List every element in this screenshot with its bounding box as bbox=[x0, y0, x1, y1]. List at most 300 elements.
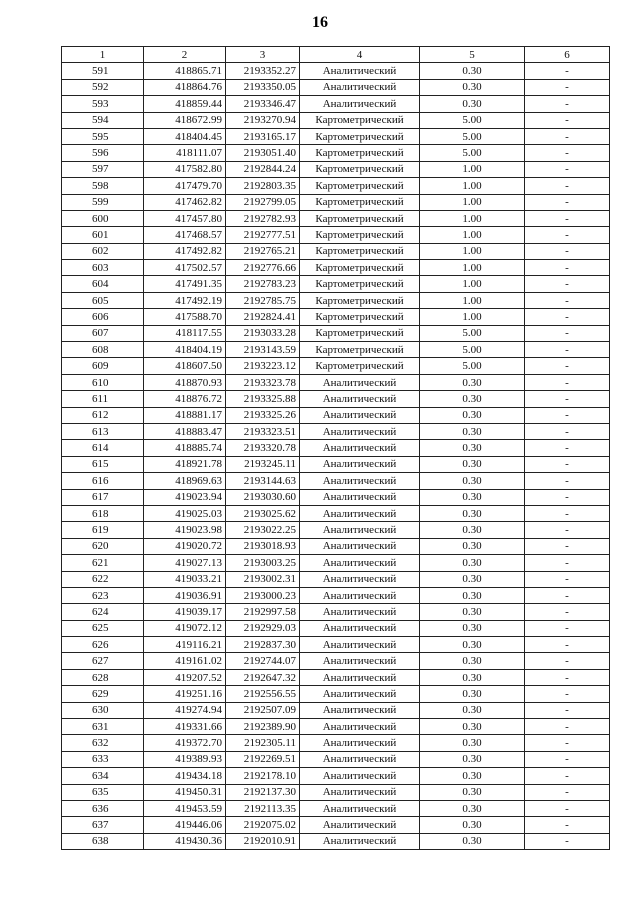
cell-point-number: 634 bbox=[62, 768, 144, 784]
cell-description: - bbox=[525, 620, 610, 636]
cell-point-number: 605 bbox=[62, 292, 144, 308]
table-row bbox=[62, 817, 610, 833]
table-row bbox=[62, 391, 610, 407]
cell-x-coordinate: 419450.31 bbox=[144, 784, 226, 800]
cell-method: Аналитический bbox=[300, 800, 420, 816]
cell-x-coordinate: 419116.21 bbox=[144, 637, 226, 653]
cell-method: Аналитический bbox=[300, 620, 420, 636]
table-body bbox=[62, 63, 610, 850]
cell-accuracy: 0.30 bbox=[420, 637, 525, 653]
table-row bbox=[62, 79, 610, 95]
cell-method: Картометрический bbox=[300, 325, 420, 341]
cell-x-coordinate: 419023.94 bbox=[144, 489, 226, 505]
cell-y-coordinate: 2193350.05 bbox=[226, 79, 300, 95]
cell-y-coordinate: 2193325.88 bbox=[226, 391, 300, 407]
cell-method: Аналитический bbox=[300, 79, 420, 95]
cell-accuracy: 1.00 bbox=[420, 276, 525, 292]
cell-point-number: 610 bbox=[62, 374, 144, 390]
cell-y-coordinate: 2193352.27 bbox=[226, 63, 300, 79]
cell-point-number: 612 bbox=[62, 407, 144, 423]
cell-method: Аналитический bbox=[300, 555, 420, 571]
cell-accuracy: 0.30 bbox=[420, 505, 525, 521]
cell-x-coordinate: 417492.82 bbox=[144, 243, 226, 259]
cell-description: - bbox=[525, 227, 610, 243]
cell-method: Картометрический bbox=[300, 309, 420, 325]
cell-accuracy: 0.30 bbox=[420, 96, 525, 112]
cell-description: - bbox=[525, 489, 610, 505]
cell-y-coordinate: 2193033.28 bbox=[226, 325, 300, 341]
cell-point-number: 615 bbox=[62, 456, 144, 472]
cell-accuracy: 0.30 bbox=[420, 702, 525, 718]
table-row bbox=[62, 260, 610, 276]
cell-description: - bbox=[525, 112, 610, 128]
cell-method: Картометрический bbox=[300, 128, 420, 144]
cell-method: Аналитический bbox=[300, 653, 420, 669]
cell-point-number: 636 bbox=[62, 800, 144, 816]
cell-accuracy: 0.30 bbox=[420, 587, 525, 603]
cell-method: Картометрический bbox=[300, 243, 420, 259]
cell-accuracy: 0.30 bbox=[420, 489, 525, 505]
header-col-6: 6 bbox=[525, 47, 610, 63]
cell-description: - bbox=[525, 358, 610, 374]
cell-accuracy: 5.00 bbox=[420, 145, 525, 161]
cell-accuracy: 1.00 bbox=[420, 309, 525, 325]
cell-x-coordinate: 419430.36 bbox=[144, 833, 226, 849]
cell-y-coordinate: 2192837.30 bbox=[226, 637, 300, 653]
cell-y-coordinate: 2192782.93 bbox=[226, 210, 300, 226]
cell-y-coordinate: 2192389.90 bbox=[226, 719, 300, 735]
cell-description: - bbox=[525, 505, 610, 521]
cell-y-coordinate: 2192305.11 bbox=[226, 735, 300, 751]
cell-x-coordinate: 419434.18 bbox=[144, 768, 226, 784]
cell-x-coordinate: 419331.66 bbox=[144, 719, 226, 735]
cell-method: Аналитический bbox=[300, 686, 420, 702]
cell-x-coordinate: 419072.12 bbox=[144, 620, 226, 636]
cell-accuracy: 1.00 bbox=[420, 210, 525, 226]
cell-description: - bbox=[525, 587, 610, 603]
cell-method: Аналитический bbox=[300, 391, 420, 407]
cell-x-coordinate: 419020.72 bbox=[144, 538, 226, 554]
cell-method: Аналитический bbox=[300, 423, 420, 439]
cell-point-number: 595 bbox=[62, 128, 144, 144]
cell-point-number: 630 bbox=[62, 702, 144, 718]
cell-accuracy: 1.00 bbox=[420, 292, 525, 308]
cell-y-coordinate: 2193000.23 bbox=[226, 587, 300, 603]
cell-y-coordinate: 2192765.21 bbox=[226, 243, 300, 259]
cell-x-coordinate: 418881.17 bbox=[144, 407, 226, 423]
cell-method: Аналитический bbox=[300, 63, 420, 79]
cell-x-coordinate: 419207.52 bbox=[144, 669, 226, 685]
cell-method: Картометрический bbox=[300, 260, 420, 276]
cell-point-number: 617 bbox=[62, 489, 144, 505]
table-row bbox=[62, 489, 610, 505]
cell-method: Картометрический bbox=[300, 292, 420, 308]
cell-description: - bbox=[525, 440, 610, 456]
cell-description: - bbox=[525, 161, 610, 177]
cell-accuracy: 0.30 bbox=[420, 538, 525, 554]
cell-x-coordinate: 417582.80 bbox=[144, 161, 226, 177]
cell-x-coordinate: 417502.57 bbox=[144, 260, 226, 276]
cell-y-coordinate: 2193165.17 bbox=[226, 128, 300, 144]
table-row bbox=[62, 342, 610, 358]
cell-method: Аналитический bbox=[300, 96, 420, 112]
table-row bbox=[62, 719, 610, 735]
cell-point-number: 594 bbox=[62, 112, 144, 128]
cell-point-number: 614 bbox=[62, 440, 144, 456]
cell-method: Картометрический bbox=[300, 161, 420, 177]
cell-method: Картометрический bbox=[300, 112, 420, 128]
header-col-2: 2 bbox=[144, 47, 226, 63]
table-row bbox=[62, 96, 610, 112]
cell-accuracy: 0.30 bbox=[420, 571, 525, 587]
table-row bbox=[62, 604, 610, 620]
cell-accuracy: 0.30 bbox=[420, 63, 525, 79]
cell-description: - bbox=[525, 784, 610, 800]
cell-x-coordinate: 418883.47 bbox=[144, 423, 226, 439]
cell-method: Аналитический bbox=[300, 587, 420, 603]
cell-x-coordinate: 418864.76 bbox=[144, 79, 226, 95]
cell-description: - bbox=[525, 407, 610, 423]
cell-point-number: 623 bbox=[62, 587, 144, 603]
cell-accuracy: 0.30 bbox=[420, 522, 525, 538]
cell-accuracy: 0.30 bbox=[420, 669, 525, 685]
cell-point-number: 625 bbox=[62, 620, 144, 636]
cell-point-number: 632 bbox=[62, 735, 144, 751]
cell-accuracy: 5.00 bbox=[420, 325, 525, 341]
cell-y-coordinate: 2192137.30 bbox=[226, 784, 300, 800]
cell-point-number: 609 bbox=[62, 358, 144, 374]
cell-accuracy: 0.30 bbox=[420, 686, 525, 702]
cell-x-coordinate: 418870.93 bbox=[144, 374, 226, 390]
cell-accuracy: 1.00 bbox=[420, 227, 525, 243]
cell-x-coordinate: 418404.45 bbox=[144, 128, 226, 144]
cell-x-coordinate: 419027.13 bbox=[144, 555, 226, 571]
cell-accuracy: 0.30 bbox=[420, 817, 525, 833]
cell-description: - bbox=[525, 751, 610, 767]
table-row bbox=[62, 653, 610, 669]
header-col-3: 3 bbox=[226, 47, 300, 63]
cell-point-number: 619 bbox=[62, 522, 144, 538]
cell-point-number: 604 bbox=[62, 276, 144, 292]
cell-description: - bbox=[525, 817, 610, 833]
cell-method: Аналитический bbox=[300, 637, 420, 653]
cell-y-coordinate: 2192803.35 bbox=[226, 178, 300, 194]
cell-accuracy: 5.00 bbox=[420, 128, 525, 144]
cell-point-number: 593 bbox=[62, 96, 144, 112]
cell-x-coordinate: 418672.99 bbox=[144, 112, 226, 128]
cell-description: - bbox=[525, 210, 610, 226]
cell-method: Аналитический bbox=[300, 604, 420, 620]
cell-x-coordinate: 418969.63 bbox=[144, 473, 226, 489]
table-row bbox=[62, 440, 610, 456]
cell-y-coordinate: 2192744.07 bbox=[226, 653, 300, 669]
cell-y-coordinate: 2192785.75 bbox=[226, 292, 300, 308]
header-col-5: 5 bbox=[420, 47, 525, 63]
cell-method: Аналитический bbox=[300, 702, 420, 718]
cell-method: Аналитический bbox=[300, 374, 420, 390]
cell-y-coordinate: 2193223.12 bbox=[226, 358, 300, 374]
cell-y-coordinate: 2192647.32 bbox=[226, 669, 300, 685]
cell-point-number: 607 bbox=[62, 325, 144, 341]
cell-method: Картометрический bbox=[300, 227, 420, 243]
cell-x-coordinate: 419453.59 bbox=[144, 800, 226, 816]
table-row bbox=[62, 128, 610, 144]
cell-x-coordinate: 419389.93 bbox=[144, 751, 226, 767]
table-row bbox=[62, 686, 610, 702]
cell-accuracy: 0.30 bbox=[420, 423, 525, 439]
table-row bbox=[62, 325, 610, 341]
cell-accuracy: 1.00 bbox=[420, 194, 525, 210]
cell-point-number: 591 bbox=[62, 63, 144, 79]
cell-point-number: 635 bbox=[62, 784, 144, 800]
cell-y-coordinate: 2192556.55 bbox=[226, 686, 300, 702]
cell-accuracy: 0.30 bbox=[420, 653, 525, 669]
table-header bbox=[62, 47, 610, 63]
cell-accuracy: 0.30 bbox=[420, 719, 525, 735]
cell-point-number: 596 bbox=[62, 145, 144, 161]
table-row bbox=[62, 309, 610, 325]
cell-point-number: 603 bbox=[62, 260, 144, 276]
table-row bbox=[62, 243, 610, 259]
cell-method: Картометрический bbox=[300, 276, 420, 292]
cell-point-number: 611 bbox=[62, 391, 144, 407]
cell-accuracy: 5.00 bbox=[420, 342, 525, 358]
cell-y-coordinate: 2193323.78 bbox=[226, 374, 300, 390]
cell-x-coordinate: 418607.50 bbox=[144, 358, 226, 374]
cell-point-number: 638 bbox=[62, 833, 144, 849]
cell-point-number: 601 bbox=[62, 227, 144, 243]
cell-accuracy: 0.30 bbox=[420, 555, 525, 571]
table-row bbox=[62, 374, 610, 390]
cell-y-coordinate: 2192113.35 bbox=[226, 800, 300, 816]
table-row bbox=[62, 538, 610, 554]
cell-description: - bbox=[525, 669, 610, 685]
cell-description: - bbox=[525, 686, 610, 702]
cell-method: Аналитический bbox=[300, 473, 420, 489]
cell-accuracy: 0.30 bbox=[420, 604, 525, 620]
cell-x-coordinate: 417492.19 bbox=[144, 292, 226, 308]
cell-method: Аналитический bbox=[300, 751, 420, 767]
cell-x-coordinate: 417457.80 bbox=[144, 210, 226, 226]
cell-y-coordinate: 2192075.02 bbox=[226, 817, 300, 833]
cell-description: - bbox=[525, 128, 610, 144]
cell-y-coordinate: 2193051.40 bbox=[226, 145, 300, 161]
cell-point-number: 629 bbox=[62, 686, 144, 702]
cell-y-coordinate: 2193030.60 bbox=[226, 489, 300, 505]
cell-accuracy: 1.00 bbox=[420, 243, 525, 259]
cell-point-number: 608 bbox=[62, 342, 144, 358]
cell-accuracy: 0.30 bbox=[420, 440, 525, 456]
cell-y-coordinate: 2193346.47 bbox=[226, 96, 300, 112]
cell-x-coordinate: 417491.35 bbox=[144, 276, 226, 292]
cell-y-coordinate: 2193022.25 bbox=[226, 522, 300, 538]
cell-description: - bbox=[525, 833, 610, 849]
cell-y-coordinate: 2193320.78 bbox=[226, 440, 300, 456]
cell-method: Аналитический bbox=[300, 784, 420, 800]
cell-accuracy: 0.30 bbox=[420, 833, 525, 849]
table-row bbox=[62, 587, 610, 603]
cell-accuracy: 1.00 bbox=[420, 178, 525, 194]
cell-x-coordinate: 419025.03 bbox=[144, 505, 226, 521]
cell-description: - bbox=[525, 637, 610, 653]
cell-point-number: 592 bbox=[62, 79, 144, 95]
table-row bbox=[62, 473, 610, 489]
cell-point-number: 606 bbox=[62, 309, 144, 325]
cell-method: Аналитический bbox=[300, 669, 420, 685]
cell-accuracy: 0.30 bbox=[420, 751, 525, 767]
table-row bbox=[62, 358, 610, 374]
cell-accuracy: 0.30 bbox=[420, 800, 525, 816]
cell-description: - bbox=[525, 260, 610, 276]
cell-accuracy: 0.30 bbox=[420, 407, 525, 423]
table-row bbox=[62, 735, 610, 751]
cell-method: Картометрический bbox=[300, 210, 420, 226]
cell-point-number: 602 bbox=[62, 243, 144, 259]
cell-point-number: 637 bbox=[62, 817, 144, 833]
cell-x-coordinate: 419161.02 bbox=[144, 653, 226, 669]
table-row bbox=[62, 555, 610, 571]
cell-x-coordinate: 418117.55 bbox=[144, 325, 226, 341]
cell-y-coordinate: 2192178.10 bbox=[226, 768, 300, 784]
cell-point-number: 597 bbox=[62, 161, 144, 177]
cell-accuracy: 0.30 bbox=[420, 784, 525, 800]
cell-method: Аналитический bbox=[300, 456, 420, 472]
table-row bbox=[62, 145, 610, 161]
cell-x-coordinate: 419033.21 bbox=[144, 571, 226, 587]
cell-point-number: 628 bbox=[62, 669, 144, 685]
cell-description: - bbox=[525, 702, 610, 718]
cell-method: Аналитический bbox=[300, 735, 420, 751]
cell-x-coordinate: 419446.06 bbox=[144, 817, 226, 833]
cell-x-coordinate: 418885.74 bbox=[144, 440, 226, 456]
cell-description: - bbox=[525, 719, 610, 735]
cell-accuracy: 1.00 bbox=[420, 260, 525, 276]
table-row bbox=[62, 800, 610, 816]
header-col-1: 1 bbox=[62, 47, 144, 63]
cell-y-coordinate: 2193325.26 bbox=[226, 407, 300, 423]
cell-y-coordinate: 2193025.62 bbox=[226, 505, 300, 521]
cell-method: Аналитический bbox=[300, 407, 420, 423]
cell-accuracy: 0.30 bbox=[420, 735, 525, 751]
table-row bbox=[62, 210, 610, 226]
cell-x-coordinate: 419274.94 bbox=[144, 702, 226, 718]
cell-method: Картометрический bbox=[300, 194, 420, 210]
page-number: 16 bbox=[312, 14, 328, 31]
table-row bbox=[62, 669, 610, 685]
cell-method: Картометрический bbox=[300, 178, 420, 194]
cell-y-coordinate: 2193270.94 bbox=[226, 112, 300, 128]
cell-description: - bbox=[525, 79, 610, 95]
table-row bbox=[62, 620, 610, 636]
cell-x-coordinate: 417462.82 bbox=[144, 194, 226, 210]
cell-point-number: 613 bbox=[62, 423, 144, 439]
cell-method: Аналитический bbox=[300, 571, 420, 587]
cell-x-coordinate: 418876.72 bbox=[144, 391, 226, 407]
cell-point-number: 620 bbox=[62, 538, 144, 554]
cell-y-coordinate: 2192799.05 bbox=[226, 194, 300, 210]
cell-description: - bbox=[525, 243, 610, 259]
cell-x-coordinate: 419251.16 bbox=[144, 686, 226, 702]
cell-description: - bbox=[525, 63, 610, 79]
cell-description: - bbox=[525, 374, 610, 390]
cell-description: - bbox=[525, 194, 610, 210]
cell-y-coordinate: 2192269.51 bbox=[226, 751, 300, 767]
cell-method: Аналитический bbox=[300, 833, 420, 849]
cell-method: Аналитический bbox=[300, 538, 420, 554]
cell-y-coordinate: 2192776.66 bbox=[226, 260, 300, 276]
cell-x-coordinate: 418921.78 bbox=[144, 456, 226, 472]
table-row bbox=[62, 423, 610, 439]
cell-description: - bbox=[525, 178, 610, 194]
cell-point-number: 633 bbox=[62, 751, 144, 767]
cell-description: - bbox=[525, 391, 610, 407]
cell-point-number: 626 bbox=[62, 637, 144, 653]
cell-description: - bbox=[525, 276, 610, 292]
cell-x-coordinate: 418404.19 bbox=[144, 342, 226, 358]
cell-description: - bbox=[525, 309, 610, 325]
cell-description: - bbox=[525, 735, 610, 751]
cell-method: Аналитический bbox=[300, 768, 420, 784]
table-row bbox=[62, 178, 610, 194]
cell-y-coordinate: 2192507.09 bbox=[226, 702, 300, 718]
cell-method: Картометрический bbox=[300, 342, 420, 358]
cell-x-coordinate: 417468.57 bbox=[144, 227, 226, 243]
cell-description: - bbox=[525, 342, 610, 358]
table-row bbox=[62, 456, 610, 472]
cell-x-coordinate: 419023.98 bbox=[144, 522, 226, 538]
cell-method: Картометрический bbox=[300, 358, 420, 374]
cell-description: - bbox=[525, 145, 610, 161]
cell-y-coordinate: 2192929.03 bbox=[226, 620, 300, 636]
cell-method: Аналитический bbox=[300, 817, 420, 833]
cell-accuracy: 0.30 bbox=[420, 768, 525, 784]
table-row bbox=[62, 194, 610, 210]
cell-description: - bbox=[525, 555, 610, 571]
cell-y-coordinate: 2193018.93 bbox=[226, 538, 300, 554]
cell-accuracy: 0.30 bbox=[420, 620, 525, 636]
table-row bbox=[62, 833, 610, 849]
cell-description: - bbox=[525, 456, 610, 472]
cell-y-coordinate: 2192783.23 bbox=[226, 276, 300, 292]
table-row bbox=[62, 63, 610, 79]
cell-x-coordinate: 418859.44 bbox=[144, 96, 226, 112]
cell-accuracy: 5.00 bbox=[420, 358, 525, 374]
cell-y-coordinate: 2193143.59 bbox=[226, 342, 300, 358]
cell-method: Аналитический bbox=[300, 719, 420, 735]
table-row bbox=[62, 161, 610, 177]
cell-accuracy: 1.00 bbox=[420, 161, 525, 177]
cell-x-coordinate: 418111.07 bbox=[144, 145, 226, 161]
header-col-4: 4 bbox=[300, 47, 420, 63]
cell-x-coordinate: 419036.91 bbox=[144, 587, 226, 603]
cell-description: - bbox=[525, 292, 610, 308]
cell-description: - bbox=[525, 325, 610, 341]
cell-description: - bbox=[525, 653, 610, 669]
table-row bbox=[62, 112, 610, 128]
table-row bbox=[62, 784, 610, 800]
cell-description: - bbox=[525, 768, 610, 784]
cell-description: - bbox=[525, 800, 610, 816]
table-row bbox=[62, 571, 610, 587]
cell-point-number: 622 bbox=[62, 571, 144, 587]
header-row bbox=[62, 47, 610, 63]
cell-y-coordinate: 2192777.51 bbox=[226, 227, 300, 243]
cell-point-number: 631 bbox=[62, 719, 144, 735]
cell-x-coordinate: 417479.70 bbox=[144, 178, 226, 194]
cell-method: Аналитический bbox=[300, 489, 420, 505]
cell-point-number: 600 bbox=[62, 210, 144, 226]
cell-description: - bbox=[525, 522, 610, 538]
